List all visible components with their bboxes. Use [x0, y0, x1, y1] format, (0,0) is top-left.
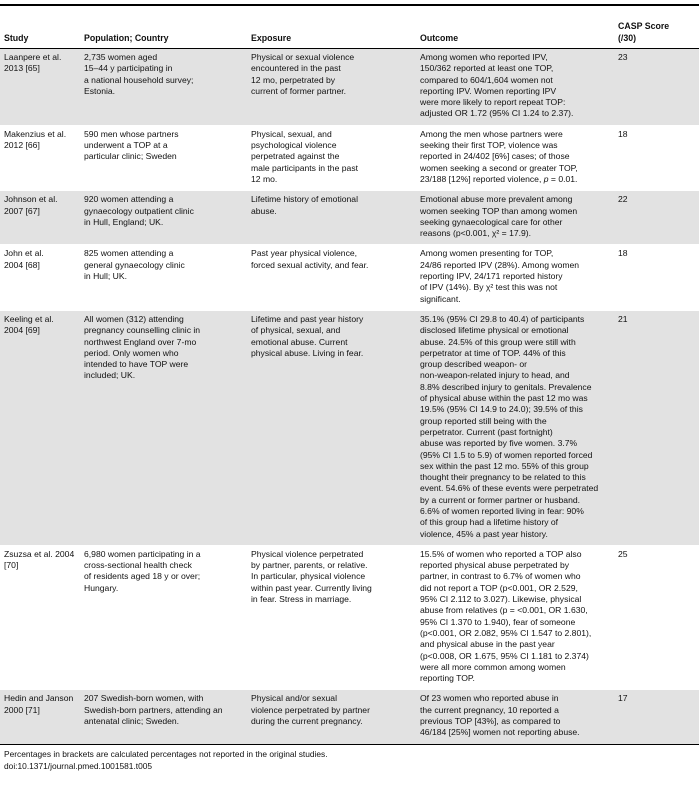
cell-study: Johnson et al. 2007 [67] [0, 191, 80, 245]
cell-outcome: Among women presenting for TOP, 24/86 reported IPV (28%). Among women reporting IPV, 24/171 reported history of IPV (14%). By χ² test this was not significant. [416, 245, 614, 310]
cell-score: 18 [614, 125, 699, 190]
cell-population: 590 men whose partners underwent a TOP at a particular clinic; Sweden [80, 125, 247, 190]
cell-study: John et al. 2004 [68] [0, 245, 80, 310]
cell-score: 23 [614, 49, 699, 126]
table-footer [4, 748, 328, 772]
cell-study: Hedin and Janson 2000 [71] [0, 690, 80, 744]
doi-text: doi:10.1371/journal.pmed.1001581.t005 [4, 761, 153, 771]
cell-exposure: Physical or sexual violence encountered in the past 12 mo, perpetrated by current of former partner. [247, 49, 416, 126]
header-study: Study [4, 32, 29, 43]
table-row [0, 245, 699, 310]
table-row [0, 49, 699, 126]
cell-population: 825 women attending a general gynaecology clinic in Hull; UK. [80, 245, 247, 310]
table-row [0, 690, 699, 744]
cell-exposure: Physical and/or sexual violence perpetrated by partner during the current pregnancy. [247, 690, 416, 744]
header-casp-score: CASP Score (/30) [618, 21, 670, 43]
header-population: Population; Country [84, 32, 169, 43]
cell-exposure: Past year physical violence, forced sexual activity, and fear. [247, 245, 416, 310]
cell-exposure: Lifetime and past year history of physical, sexual, and emotional abuse. Current physical abuse. Living in fear. [247, 310, 416, 545]
cell-outcome: Among the men whose partners were seeking their first TOP, violence was reported in 24/402 [6%] cases; of those women seeking a second or greater TOP, 23/188 [12%] reported violence, p = 0.01. [416, 125, 614, 190]
cell-score: 21 [614, 310, 699, 545]
cell-score: 22 [614, 191, 699, 245]
cell-outcome: Among women who reported IPV, 150/362 reported at least one TOP, compared to 604/1,604 women not reporting IPV. Women reporting IPV were more likely to report repeat TOP: adjusted OR 1.72 (95% CI 1.24 to 2.37). [416, 49, 614, 126]
cell-outcome: 15.5% of women who reported a TOP also reported physical abuse perpetrated by partner, in contrast to 6.7% of women who did not report a TOP (p<0.001, OR 2.529, 95% CI 2.112 to 3.027). Likewise, physical abuse from relatives (p = <0.001, OR 1.630, 95% CI 1.370 to 1.940), fear of someone (p<0.001, OR 2.082, 95% CI 1.547 to 2.801), and physical abuse in the past year (p<0.008, OR 1.675, 95% CI 1.181 to 2.374) were all more common among women reporting TOP. [416, 545, 614, 690]
studies-table [0, 19, 699, 745]
cell-outcome: Emotional abuse more prevalent among women seeking TOP than among women seeking gynaecological care for other reasons (p<0.001, χ² = 17.9). [416, 191, 614, 245]
cell-exposure: Physical, sexual, and psychological violence perpetrated against the male participants in the past 12 mo. [247, 125, 416, 190]
cell-exposure: Physical violence perpetrated by partner, parents, or relative. In particular, physical violence within past year. Currently living in fear. Stress in marriage. [247, 545, 416, 690]
header-exposure: Exposure [251, 32, 292, 43]
cell-outcome: Of 23 women who reported abuse in the current pregnancy, 10 reported a previous TOP [43%], as compared to 46/184 [25%] women not reporting abuse. [416, 690, 614, 744]
table-row [0, 191, 699, 245]
cell-population: 207 Swedish-born women, with Swedish-born partners, attending an antenatal clinic; Sweden. [80, 690, 247, 744]
cell-population: All women (312) attending pregnancy counselling clinic in northwest England over 7-mo period. Only women who intended to have TOP were included; UK. [80, 310, 247, 545]
footnote: Percentages in brackets are calculated percentages not reported in the original studies. [4, 749, 328, 759]
top-rule [0, 4, 699, 6]
cell-population: 920 women attending a gynaecology outpatient clinic in Hull, England; UK. [80, 191, 247, 245]
cell-score: 25 [614, 545, 699, 690]
header-row [0, 19, 699, 49]
cell-score: 18 [614, 245, 699, 310]
cell-population: 2,735 women aged 15–44 y participating in a national household survey; Estonia. [80, 49, 247, 126]
table-row [0, 125, 699, 190]
cell-study: Laanpere et al. 2013 [65] [0, 49, 80, 126]
header-outcome: Outcome [420, 32, 459, 43]
cell-population: 6,980 women participating in a cross-sectional health check of residents aged 18 y or over; Hungary. [80, 545, 247, 690]
cell-study: Zsuzsa et al. 2004 [70] [0, 545, 80, 690]
cell-exposure: Lifetime history of emotional abuse. [247, 191, 416, 245]
table-row [0, 310, 699, 545]
cell-outcome: 35.1% (95% CI 29.8 to 40.4) of participants disclosed lifetime physical or emotional abuse. 24.5% of this group were still with perpetrator at time of TOP. 44% of this group described weapon- or non-weapon-related injury to head, and 8.8% described injury to genitals. Prevalence of physical abuse within the past 12 mo was 19.5% (95% CI 14.9 to 24.0); 39.5% of this group reported still being with the perpetrator. Current (past fortnight) abuse was reported by five women. 3.7% (95% CI 1.5 to 5.9) of women reported forced sex within the past 12 mo. 55% of this group thought their pregnancy to be related to this event. 54.6% of these events were perpetrated by a current or former partner or husband. 6.6% of women reported living in fear: 90% of this group had a lifetime history of violence, 45% a past year history. [416, 310, 614, 545]
cell-study: Keeling et al. 2004 [69] [0, 310, 80, 545]
cell-score: 17 [614, 690, 699, 744]
table-row [0, 545, 699, 690]
cell-study: Makenzius et al. 2012 [66] [0, 125, 80, 190]
